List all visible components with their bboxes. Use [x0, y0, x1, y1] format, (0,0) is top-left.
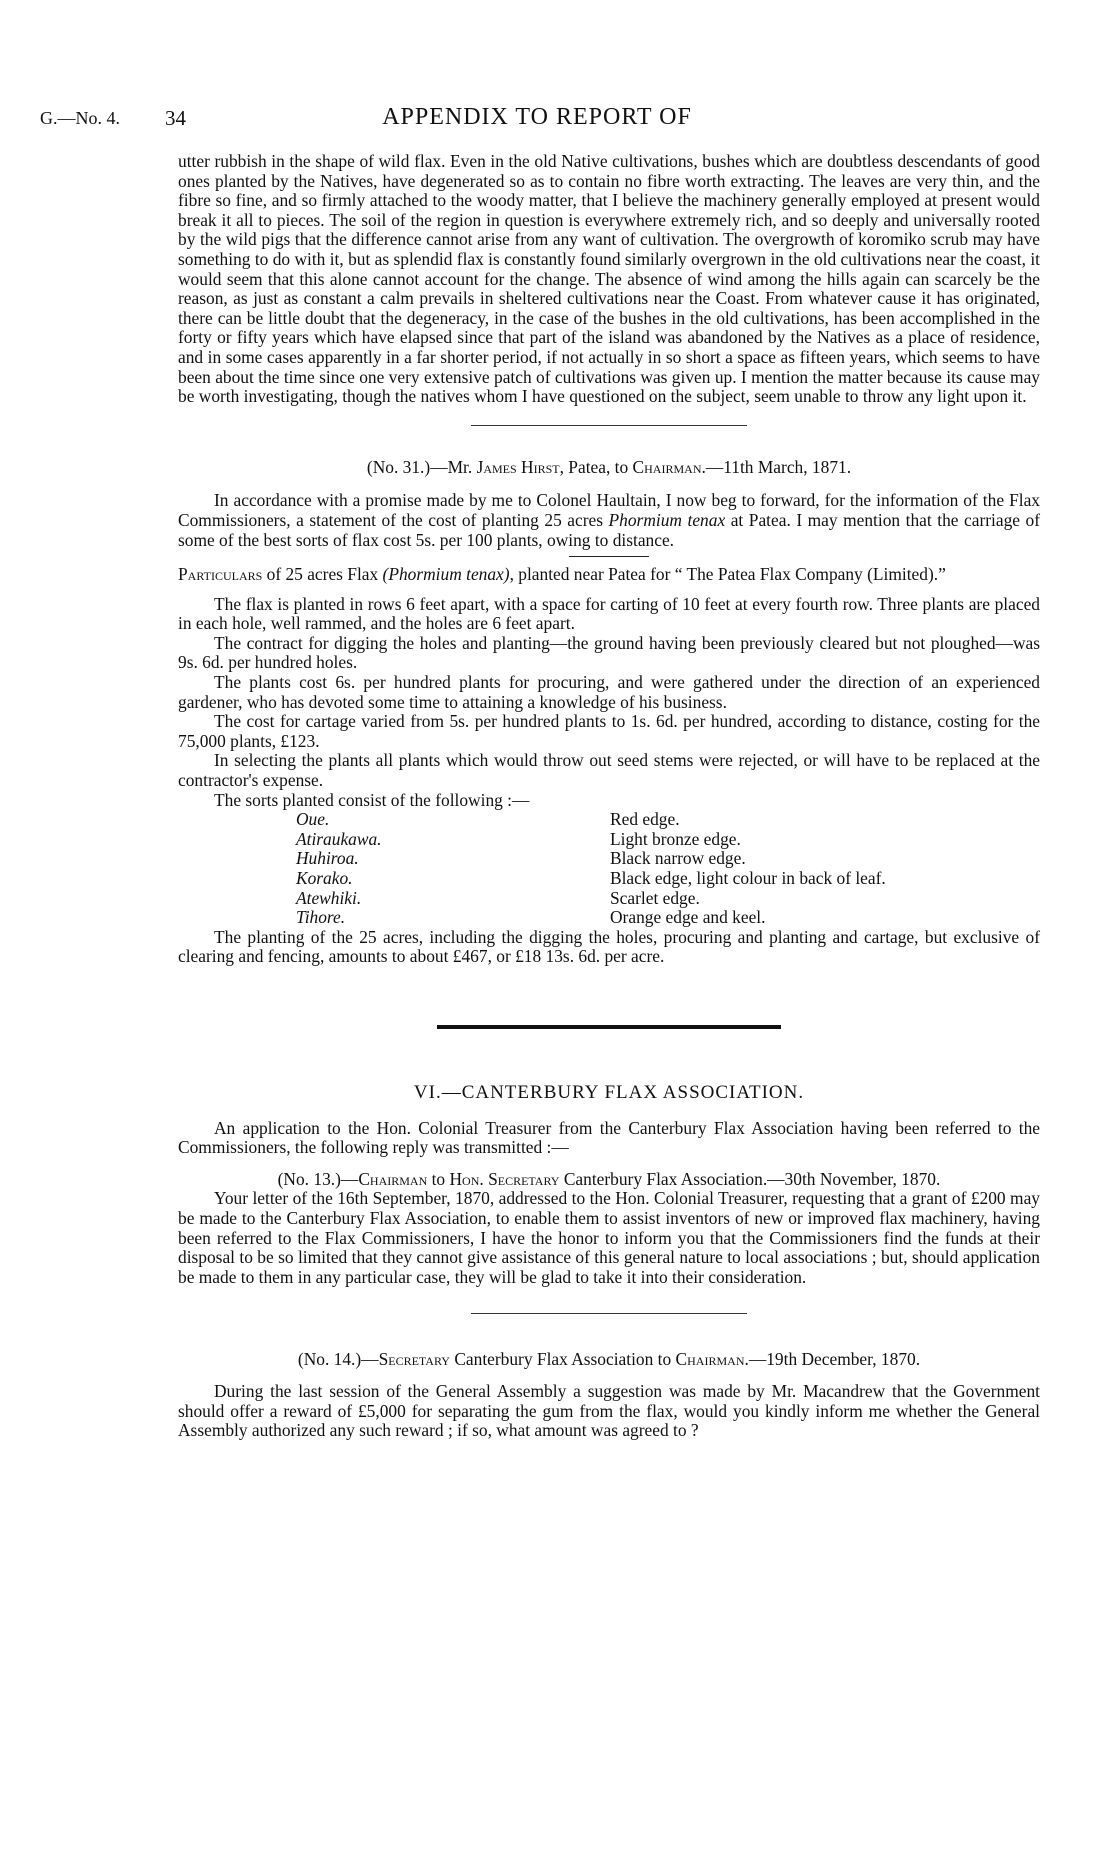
- sort-name: Korako.: [296, 868, 353, 888]
- section-title: VI.—CANTERBURY FLAX ASSOCIATION.: [413, 1081, 805, 1103]
- particulars-paragraph: The plants cost 6s. per hundred plants for procuring, and were gathered under the direction of an experienced gardener, who has devoted some time to attaining a knowledge of his business.: [178, 672, 1040, 712]
- particulars-paragraph: The cost for cartage varied from 5s. per hundred plants to 1s. 6d. per hundred, according to distance, costing for the 75,000 plants, £123.: [178, 711, 1040, 751]
- letter-14-heading: (No. 14.)—Secretary Canterbury Flax Association to Chairman.—19th December, 1870.: [297, 1349, 921, 1370]
- paragraph-continued: utter rubbish in the shape of wild flax. Even in the old Native cultivations, bushes which are doubtless descendants of good ones planted by the Natives, have degenerated so as to contain no fibre worth extracting. The leaves are very thin, and the fibre so fine, and so firmly attached to the woody matter, that I believe the machinery generally employed at present would break it all to pieces. The soil of the region in question is everywhere extremely rich, and so deeply and universally rooted by the wild pigs that the difference cannot arise from any want of cultivation. The overgrowth of koromiko scrub may have something to do with it, but as splendid flax is constantly found similarly overgrown in the old cultivations near the coast, it would seem that this alone cannot account for the change. The absence of wind among the hills again can scarcely be the reason, as just as constant a calm prevails in sheltered cultivations near the Coast. From whatever cause it has originated, there can be little doubt that the degeneracy, in the case of the bushes in the old cultivations, has been accomplished in the forty or fifty years which have elapsed since that part of the island was abandoned by the Natives as a place of residence, and in some cases apparently in a far shorter period, if not actually in so short a space as fifteen years, which seems to have been about the time since one very extensive patch of cultivations was given up. I mention the matter because its cause may be worth investigating, though the natives whom I have questioned on the subject, seem unable to throw any light upon it.: [178, 151, 1040, 407]
- letter-31-body: In accordance with a promise made by me to Colonel Haultain, I now beg to forward, for the information of the Flax Commissioners, a statement of the cost of planting 25 acres Phormium tenax at Patea. I may mention that the carriage of some of the best sorts of flax cost 5s. per 100 plants, owing to distance.: [178, 490, 1041, 550]
- sort-description: Red edge.: [610, 809, 680, 830]
- sort-description: Orange edge and keel.: [610, 907, 766, 928]
- sort-description: Black edge, light colour in back of leaf.: [610, 868, 886, 888]
- divider: [471, 1313, 747, 1314]
- section-divider: [437, 1025, 781, 1029]
- sort-name: Atewhiki.: [296, 887, 362, 908]
- running-title: APPENDIX TO REPORT OF: [382, 104, 692, 130]
- sort-name: Huhiroa.: [296, 848, 359, 869]
- sort-name: Tihore.: [296, 907, 346, 928]
- letter-31-heading: (No. 31.)—Mr. James Hirst, Patea, to Chairman.—11th March, 1871.: [366, 456, 852, 477]
- sort-description: Black narrow edge.: [610, 848, 746, 869]
- sort-description: Scarlet edge.: [610, 887, 700, 908]
- document-reference: G.—No. 4.: [40, 108, 120, 128]
- sort-name: Atiraukawa.: [296, 828, 382, 849]
- particulars-paragraph: The flax is planted in rows 6 feet apart, with a space for carting of 10 feet at every fourth row. Three plants are placed in each hole, well rammed, and the holes are 6 feet apart.: [178, 593, 1040, 634]
- divider: [569, 556, 649, 557]
- particulars-heading: Particulars of 25 acres Flax (Phormium tenax), planted near Patea for “ The Patea Flax Company (Limited).”: [178, 564, 946, 585]
- sort-description: Light bronze edge.: [610, 828, 741, 849]
- particulars-paragraph: The contract for digging the holes and planting—the ground having been previously cleared but not ploughed—was 9s. 6d. per hundred holes.: [178, 632, 1040, 673]
- flax-sorts-table: [178, 810, 1040, 928]
- section-intro: An application to the Hon. Colonial Treasurer from the Canterbury Flax Association having been referred to the Commissioners, the following reply was transmitted :—: [178, 1117, 1040, 1158]
- cost-summary: The planting of the 25 acres, including the digging the holes, procuring and planting and cartage, but exclusive of clearing and fencing, amounts to about £467, or £18 13s. 6d. per acre.: [178, 926, 1040, 967]
- divider: [471, 425, 747, 426]
- document-body: [178, 152, 1040, 1441]
- letter-14-body: During the last session of the General Assembly a suggestion was made by Mr. Macandrew that the Government should offer a reward of £5,000 for separating the gum from the flax, would you kindly inform me whether the General Assembly authorized any such reward ; if so, what amount was agreed to ?: [178, 1380, 1040, 1441]
- particulars-list: [178, 595, 1040, 811]
- page-number: 34: [165, 106, 186, 130]
- particulars-paragraph: The sorts planted consist of the following :—: [214, 789, 530, 810]
- letter-13-body: Your letter of the 16th September, 1870, addressed to the Hon. Colonial Treasurer, requesting that a grant of £200 may be made to the Canterbury Flax Association, to enable them to assist inventors of new or improved flax machinery, having been referred to the Flax Commissioners, I have the honor to inform you that the Commissioners find the funds at their disposal to be so limited that they cannot give assistance of this general nature to local associations ; but, should application be made to them in any particular case, they will be glad to take it into their consideration.: [178, 1188, 1040, 1287]
- sort-name: Oue.: [296, 809, 330, 830]
- letter-13-heading: (No. 13.)—Chairman to Hon. Secretary Canterbury Flax Association.—30th November, 1870.: [277, 1168, 941, 1189]
- page-header: [40, 104, 1034, 134]
- particulars-paragraph: In selecting the plants all plants which would throw out seed stems were rejected, or will have to be replaced at the contractor's expense.: [178, 750, 1040, 791]
